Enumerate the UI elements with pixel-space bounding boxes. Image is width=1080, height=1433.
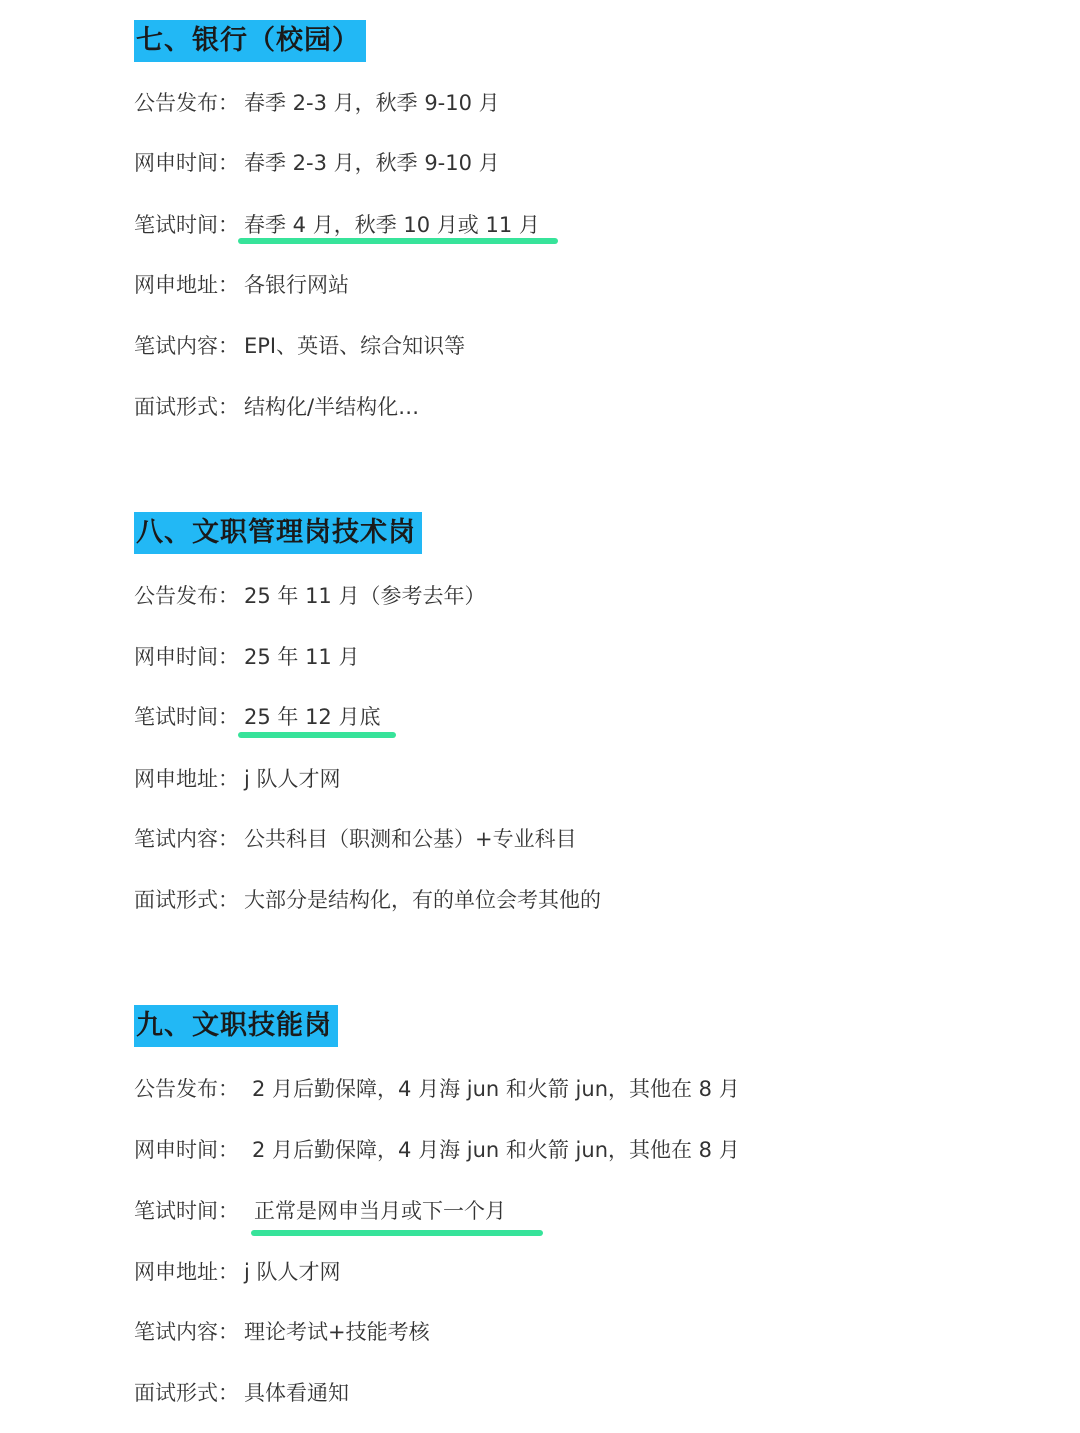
row-label: 网申地址： — [134, 273, 239, 297]
row-apply-time — [134, 148, 500, 178]
row-value: 结构化/半结构化… — [244, 395, 420, 419]
row-label: 公告发布： — [134, 584, 239, 608]
row-label: 面试形式： — [134, 888, 239, 912]
row-label: 笔试时间： — [134, 1199, 239, 1223]
row-exam-content — [134, 1317, 430, 1347]
row-label: 面试形式： — [134, 395, 239, 419]
row-label: 笔试内容： — [134, 334, 239, 358]
row-interview — [134, 885, 601, 915]
row-apply-site — [134, 764, 341, 794]
row-value: j 队人才网 — [244, 767, 341, 791]
row-exam-time — [134, 1196, 506, 1226]
row-value: EPI、英语、综合知识等 — [244, 334, 466, 358]
row-value: 2 月后勤保障，4 月海 jun 和火箭 jun，其他在 8 月 — [252, 1138, 740, 1162]
row-value: 公共科目（职测和公基）+专业科目 — [244, 827, 577, 851]
highlight-underline — [238, 238, 558, 244]
row-interview — [134, 392, 419, 422]
row-label: 笔试时间： — [134, 213, 239, 237]
row-value: 理论考试+技能考核 — [244, 1320, 430, 1344]
row-value: 25 年 11 月（参考去年） — [244, 584, 486, 608]
row-label: 笔试时间： — [134, 705, 239, 729]
row-exam-content — [134, 824, 577, 854]
section-heading-civilian-management: 八、文职管理岗技术岗 — [134, 512, 422, 554]
row-label: 笔试内容： — [134, 1320, 239, 1344]
row-announcement — [134, 88, 500, 118]
row-apply-time — [134, 1135, 740, 1165]
row-exam-time — [134, 210, 540, 240]
row-value: 春季 2-3 月，秋季 9-10 月 — [244, 91, 500, 115]
row-exam-content — [134, 331, 465, 361]
row-value: 春季 4 月，秋季 10 月或 11 月 — [244, 213, 540, 237]
row-interview — [134, 1378, 349, 1408]
row-label: 网申地址： — [134, 1260, 239, 1284]
row-label: 笔试内容： — [134, 827, 239, 851]
row-label: 网申地址： — [134, 767, 239, 791]
row-label: 面试形式： — [134, 1381, 239, 1405]
section-heading-bank: 七、银行（校园） — [134, 20, 366, 62]
row-label: 网申时间： — [134, 1138, 239, 1162]
section-heading-civilian-skills: 九、文职技能岗 — [134, 1005, 338, 1047]
row-value: 大部分是结构化，有的单位会考其他的 — [244, 888, 601, 912]
row-label: 公告发布： — [134, 91, 239, 115]
highlight-underline — [238, 732, 396, 738]
row-apply-site — [134, 1257, 341, 1287]
row-value: 具体看通知 — [244, 1381, 349, 1405]
row-value: j 队人才网 — [244, 1260, 341, 1284]
row-value: 25 年 12 月底 — [244, 705, 381, 729]
row-value: 各银行网站 — [244, 273, 349, 297]
row-announcement — [134, 1074, 740, 1104]
row-apply-time — [134, 642, 359, 672]
row-exam-time — [134, 702, 380, 732]
row-apply-site — [134, 270, 349, 300]
row-value: 春季 2-3 月，秋季 9-10 月 — [244, 151, 500, 175]
row-value: 2 月后勤保障，4 月海 jun 和火箭 jun，其他在 8 月 — [252, 1077, 740, 1101]
row-value: 正常是网申当月或下一个月 — [254, 1199, 506, 1223]
row-label: 网申时间： — [134, 151, 239, 175]
row-announcement — [134, 581, 485, 611]
highlight-underline — [251, 1230, 543, 1236]
row-label: 网申时间： — [134, 645, 239, 669]
row-label: 公告发布： — [134, 1077, 239, 1101]
row-value: 25 年 11 月 — [244, 645, 360, 669]
